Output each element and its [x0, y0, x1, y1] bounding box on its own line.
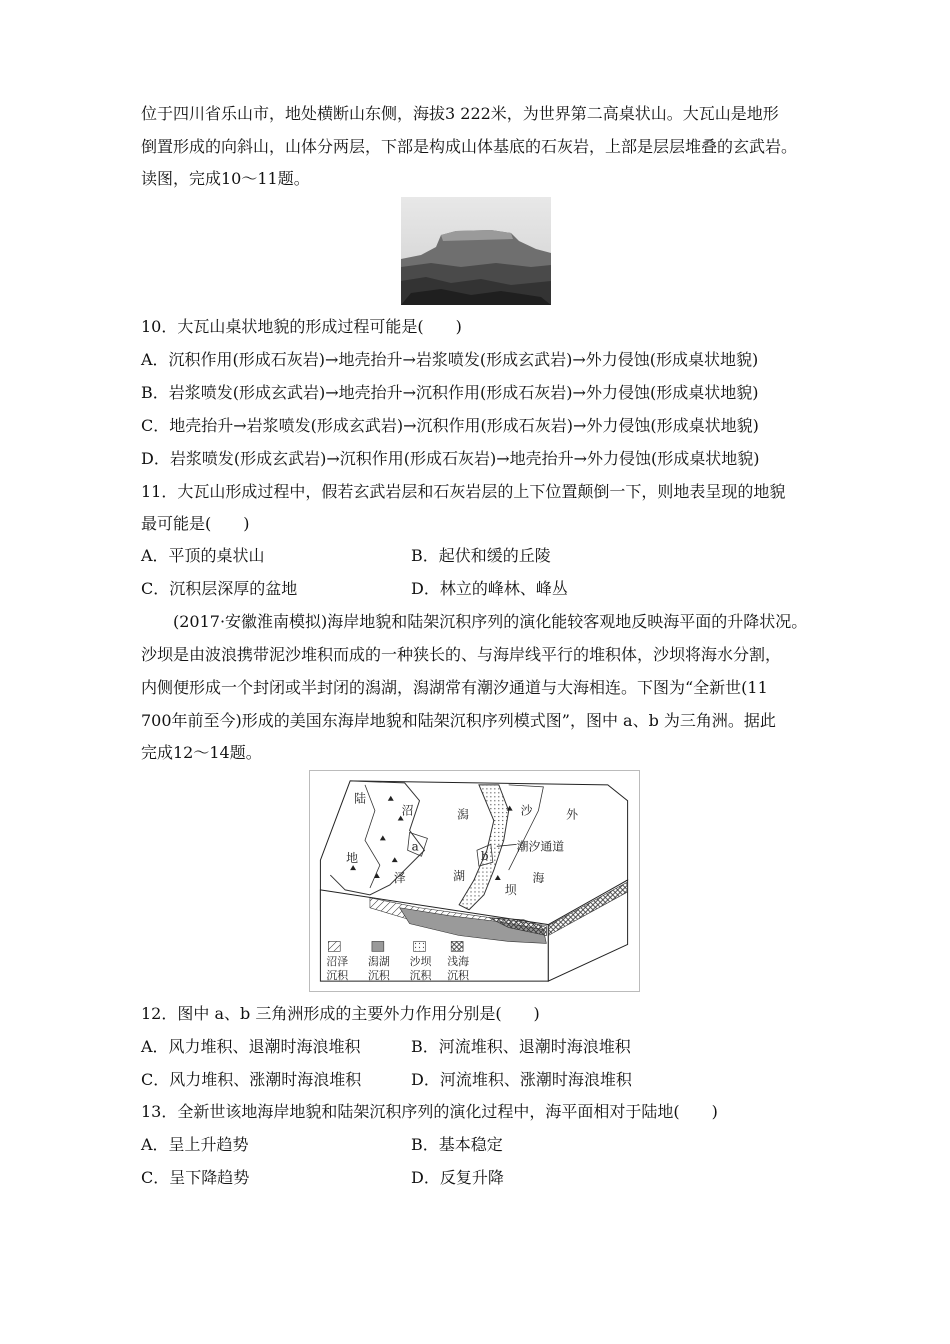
legend-shallow-sea-line2: 沉积 — [447, 969, 470, 983]
q13-stem: 13．全新世该地海岸地貌和陆架沉积序列的演化过程中，海平面相对于陆地( ) — [141, 1102, 718, 1121]
label-tidal-channel: 潮汐通道 — [516, 839, 565, 854]
legend-swatch-marsh — [328, 941, 340, 951]
legend-swatch-shallow-sea — [451, 941, 463, 951]
legend-barrier-line1: 沙坝 — [409, 955, 432, 969]
q13-option-a: A．呈上升趋势 — [141, 1135, 249, 1154]
q10-option-b: B．岩浆喷发(形成玄武岩)→地壳抬升→沉积作用(形成石灰岩)→外力侵蚀(形成桌状地貌) — [141, 383, 759, 402]
legend-marsh-line2: 沉积 — [326, 969, 349, 983]
q13-option-c: C．呈下降趋势 — [141, 1168, 250, 1187]
label-xi: 潟 — [457, 807, 470, 822]
legend-shallow-sea-line1: 浅海 — [447, 955, 470, 969]
intro-line-2: 倒置形成的向斜山，山体分两层，下部是构成山体基底的石灰岩，上部是层层堆叠的玄武岩。 — [141, 137, 798, 156]
legend-swatch-lagoon — [372, 941, 384, 951]
q12-option-c: C．风力堆积、涨潮时海浪堆积 — [141, 1070, 362, 1089]
label-wai: 外 — [566, 807, 579, 822]
legend-marsh-line1: 沼泽 — [326, 955, 349, 969]
q12-option-b: B．河流堆积、退潮时海浪堆积 — [411, 1037, 631, 1056]
passage2-line-2: 沙坝是由波浪携带泥沙堆积而成的一种狭长的、与海岸线平行的堆积体，沙坝将海水分割， — [141, 645, 782, 664]
q12-stem: 12．图中 a、b 三角洲形成的主要外力作用分别是( ) — [141, 1004, 540, 1023]
legend-barrier-line2: 沉积 — [409, 969, 432, 983]
label-b: b — [480, 849, 489, 864]
legend-lagoon-line1: 潟湖 — [367, 955, 390, 969]
q10-option-c: C．地壳抬升→岩浆喷发(形成玄武岩)→沉积作用(形成石灰岩)→外力侵蚀(形成桌状地貌) — [141, 416, 759, 435]
label-zhao: 沼 — [401, 803, 414, 818]
q12-option-d: D．河流堆积、涨潮时海浪堆积 — [411, 1070, 632, 1089]
q10-stem: 10．大瓦山桌状地貌的形成过程可能是( ) — [141, 317, 462, 336]
label-hu: 湖 — [453, 869, 466, 884]
q11-option-c: C．沉积层深厚的盆地 — [141, 579, 298, 598]
q11-option-d: D．林立的峰林、峰丛 — [411, 579, 568, 598]
intro-line-1: 位于四川省乐山市，地处横断山东侧，海拔3 222米，为世界第二高桌状山。大瓦山是地形 — [141, 104, 779, 123]
legend-lagoon-line2: 沉积 — [367, 969, 390, 983]
passage2-line-3: 内侧便形成一个封闭或半封闭的潟湖，潟湖常有潮汐通道与大海相连。下图为“全新世(11 — [141, 678, 768, 697]
passage2-line-4: 700年前至今)形成的美国东海岸地貌和陆架沉积序列模式图”，图中 a、b 为三角洲。据此 — [141, 711, 776, 730]
q13-option-b: B．基本稳定 — [411, 1135, 503, 1154]
q11-option-a: A．平顶的桌状山 — [141, 546, 265, 565]
label-ze: 泽 — [393, 870, 406, 885]
q10-option-a: A．沉积作用(形成石灰岩)→地壳抬升→岩浆喷发(形成玄武岩)→外力侵蚀(形成桌状地貌) — [141, 350, 759, 369]
label-lu: 陆 — [354, 791, 366, 806]
intro-line-3: 读图，完成10～11题。 — [141, 169, 310, 188]
legend-swatch-barrier — [414, 941, 426, 951]
passage2-line-1: (2017·安徽淮南模拟)海岸地貌和陆架沉积序列的演化能较客观地反映海平面的升降状况。 — [173, 612, 808, 631]
label-ba: 坝 — [504, 882, 517, 897]
coast-block-diagram — [309, 770, 640, 992]
q11-stem-line-1: 11．大瓦山形成过程中，假若玄武岩层和石灰岩层的上下位置颠倒一下，则地表呈现的地貌 — [141, 482, 786, 501]
q13-option-d: D．反复升降 — [411, 1168, 504, 1187]
label-di: 地 — [346, 851, 359, 866]
label-a: a — [411, 839, 419, 854]
passage2-line-5: 完成12～14题。 — [141, 743, 262, 762]
label-hai: 海 — [532, 870, 545, 885]
q12-option-a: A．风力堆积、退潮时海浪堆积 — [141, 1037, 361, 1056]
q11-option-b: B．起伏和缓的丘陵 — [411, 546, 551, 565]
q10-option-d: D．岩浆喷发(形成玄武岩)→沉积作用(形成石灰岩)→地壳抬升→外力侵蚀(形成桌状地貌) — [141, 449, 760, 468]
q11-stem-line-2: 最可能是( ) — [141, 514, 250, 533]
label-sha: 沙 — [520, 803, 533, 818]
mountain-photo — [401, 197, 551, 305]
